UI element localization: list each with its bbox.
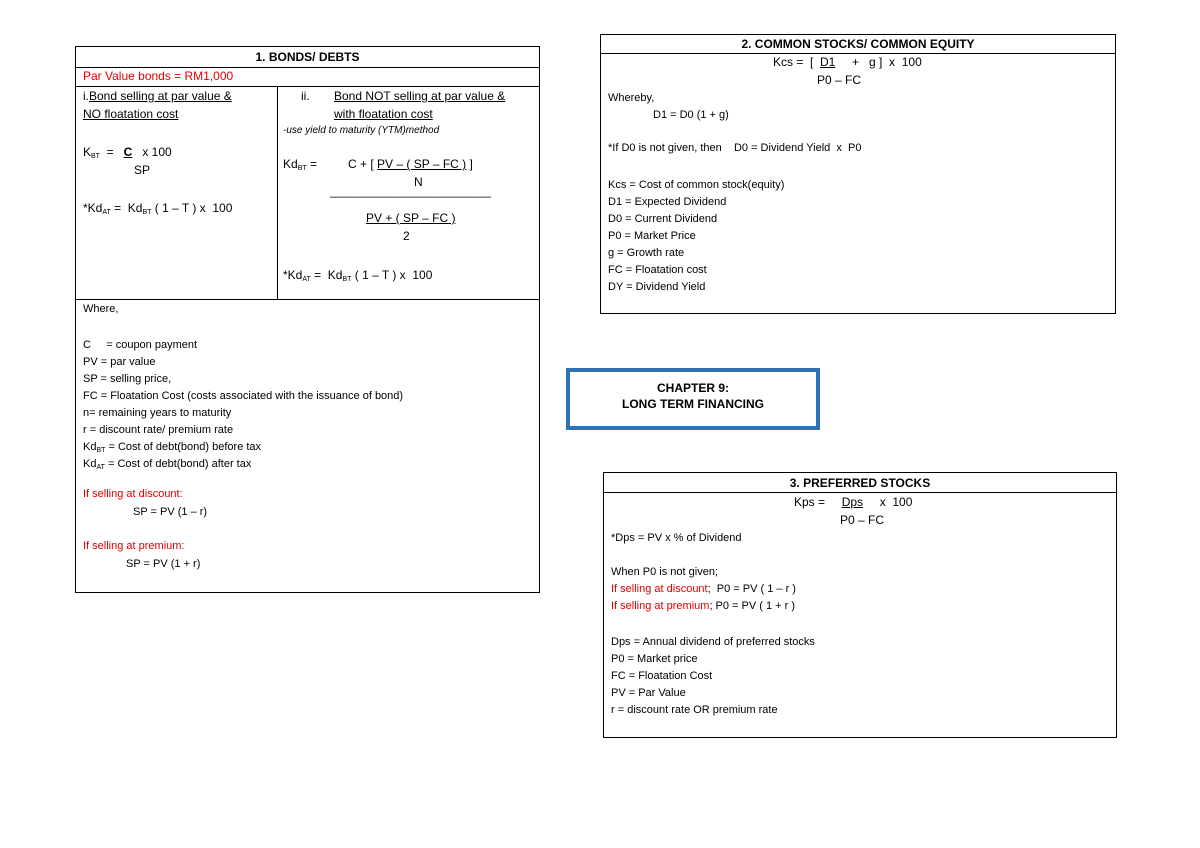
divider	[601, 53, 1115, 54]
preferred-stocks-box	[603, 472, 1117, 738]
ytm-note: -use yield to maturity (YTM)method	[283, 125, 440, 136]
premium-line	[611, 600, 795, 612]
kbt-equals: =	[99, 145, 124, 159]
divider	[76, 67, 539, 68]
premium-formula: ; P0 = PV ( 1 + r )	[709, 600, 796, 612]
kdat-rest: ( 1 – T ) x 100	[351, 268, 433, 282]
discount-formula: ; P0 = PV ( 1 – r )	[707, 583, 796, 595]
kps-rest: x 100	[863, 495, 913, 509]
kdat-symbol: Kd	[83, 458, 97, 470]
denominator-2: 2	[403, 229, 410, 243]
kcs-formula	[773, 55, 922, 69]
dps-note: *Dps = PV x % of Dividend	[611, 532, 742, 544]
definitions-list	[83, 337, 403, 473]
whereby-label: Whereby,	[608, 92, 655, 104]
definition-item: FC = Floatation cost	[608, 264, 707, 276]
kdat-formula-2	[283, 268, 432, 283]
kcs-rest: + g ] x 100	[835, 55, 922, 69]
discount-label: If selling at discount	[611, 583, 708, 595]
divider	[604, 492, 1116, 493]
pref-definitions	[611, 634, 815, 719]
kdat-symbol: *Kd	[283, 268, 303, 282]
kdbt-subscript: BT	[96, 447, 106, 454]
premium-formula: SP = PV (1 + r)	[126, 558, 201, 570]
definition-item: PV = Par Value	[611, 687, 686, 699]
when-label: When P0 is not given;	[611, 566, 719, 578]
numerator-bracket: ]	[466, 157, 473, 171]
premium-label: If selling at premium	[611, 600, 710, 612]
pref-title: 3. PREFERRED STOCKS	[789, 476, 931, 490]
chapter-number: CHAPTER 9:	[656, 381, 729, 395]
kps-symbol: Kps =	[794, 495, 842, 509]
definition-item: Dps = Annual dividend of preferred stocks	[611, 636, 815, 648]
par-value-text: Par Value bonds = RM1,000	[83, 69, 234, 83]
definition-item: DY = Dividend Yield	[608, 281, 706, 293]
discount-label: If selling at discount:	[83, 488, 183, 500]
divider	[76, 299, 539, 300]
definition-item	[83, 456, 403, 473]
numerator-n: N	[414, 175, 423, 189]
definition-item: FC = Floatation Cost (costs associated with the issuance of bond)	[83, 390, 404, 402]
divider	[76, 86, 539, 87]
case-i-heading	[83, 89, 232, 103]
fraction-line: ————————————————	[330, 191, 490, 203]
kbt-subscript: BT	[91, 153, 100, 160]
case-ii-line1: Bond NOT selling at par value &	[334, 89, 506, 103]
definition-item: C = coupon payment	[83, 339, 198, 351]
kcs-numerator: D1	[820, 55, 836, 69]
case-ii-number: ii.	[301, 89, 310, 103]
kdat-symbol: *Kd	[83, 201, 103, 215]
case-i-number: i.	[83, 89, 89, 103]
common-definitions	[608, 177, 784, 296]
kdat-rest: ( 1 – T ) x 100	[151, 201, 233, 215]
definition-item: r = discount rate OR premium rate	[611, 704, 778, 716]
kdbt-subscript: BT	[297, 165, 307, 172]
kps-denominator: P0 – FC	[840, 513, 885, 527]
definition-item: SP = selling price,	[83, 373, 172, 385]
kps-numerator: Dps	[841, 495, 864, 509]
definition-item: D0 = Current Dividend	[608, 213, 718, 225]
kdat-formula	[83, 201, 232, 216]
definition-item: Kcs = Cost of common stock(equity)	[608, 179, 785, 191]
definition-item: FC = Floatation Cost	[611, 670, 713, 682]
kps-formula	[794, 495, 912, 509]
case-i-line2: NO floatation cost	[83, 107, 179, 121]
kcs-symbol: Kcs = [	[773, 55, 821, 69]
kdbt-subscript: BT	[342, 276, 352, 283]
kdbt-equals: =	[306, 157, 317, 171]
bonds-title: 1. BONDS/ DEBTS	[255, 50, 360, 64]
discount-formula: SP = PV (1 – r)	[133, 506, 208, 518]
numerator-term: PV – ( SP – FC )	[377, 157, 467, 171]
common-title: 2. COMMON STOCKS/ COMMON EQUITY	[741, 37, 975, 51]
ytm-denominator: PV + ( SP – FC )	[366, 211, 456, 225]
common-stocks-box	[600, 34, 1116, 314]
kbt-multiplier: x 100	[132, 145, 172, 159]
numerator-coupon: C + [	[348, 157, 378, 171]
kdat-subscript: AT	[96, 464, 105, 471]
definition-item: r = discount rate/ premium rate	[83, 424, 234, 436]
d0-note: *If D0 is not given, then D0 = Dividend Yield x P0	[608, 142, 862, 154]
kdat-subscript: AT	[102, 209, 111, 216]
kdbt-symbol: Kd	[283, 157, 298, 171]
ytm-numerator	[348, 157, 473, 171]
kdat-subscript: AT	[302, 276, 311, 283]
kbt-denominator: SP	[134, 163, 151, 177]
bonds-box	[75, 46, 540, 593]
case-i-line1: Bond selling at par value &	[89, 89, 232, 103]
chapter-name: LONG TERM FINANCING	[622, 397, 764, 411]
definition-item: PV = par value	[83, 356, 156, 368]
d1-formula: D1 = D0 (1 + g)	[653, 109, 729, 121]
chapter-box	[566, 368, 820, 430]
discount-line	[611, 583, 796, 595]
definition-item: g = Growth rate	[608, 247, 685, 259]
kdbt-subscript: BT	[142, 209, 152, 216]
kbt-formula	[83, 145, 172, 160]
where-label: Where,	[83, 303, 119, 315]
kdat-equals: = Kd	[310, 268, 343, 282]
definition-item: n= remaining years to maturity	[83, 407, 232, 419]
definition-item	[83, 439, 403, 456]
kdat-equals: = Kd	[110, 201, 143, 215]
definition-item: P0 = Market price	[611, 653, 698, 665]
chapter-title	[570, 380, 816, 412]
premium-label: If selling at premium:	[83, 540, 185, 552]
case-ii-line2: with floatation cost	[334, 107, 433, 121]
kbt-numerator: C	[123, 145, 133, 159]
kdbt-label	[283, 157, 317, 172]
kdat-definition: = Cost of debt(bond) after tax	[104, 458, 252, 470]
kdbt-symbol: Kd	[83, 441, 97, 453]
kdbt-definition: = Cost of debt(bond) before tax	[105, 441, 262, 453]
definition-item: D1 = Expected Dividend	[608, 196, 727, 208]
kbt-symbol: K	[83, 145, 92, 159]
kcs-denominator: P0 – FC	[817, 73, 862, 87]
column-divider	[277, 87, 278, 300]
definition-item: P0 = Market Price	[608, 230, 696, 242]
